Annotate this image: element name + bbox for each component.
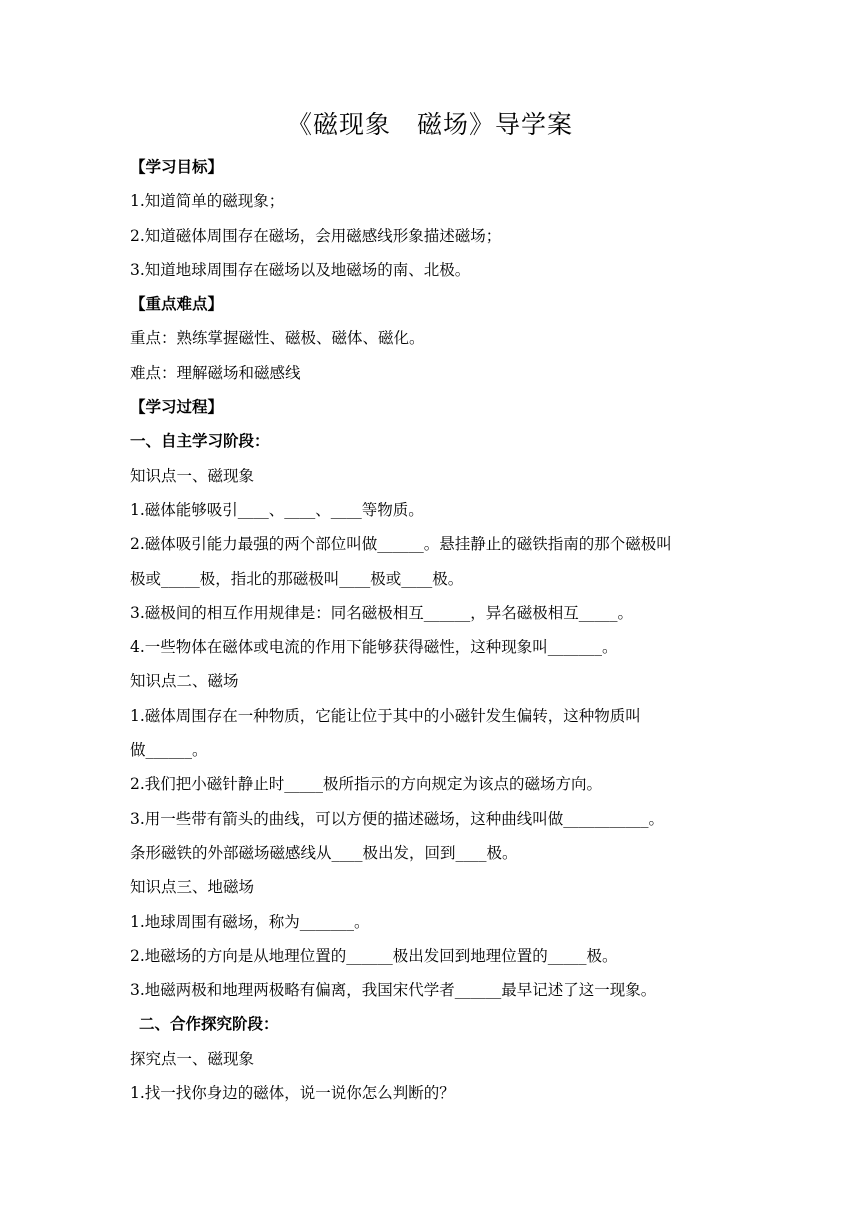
section-heading: 【学习过程】: [130, 397, 224, 417]
text-line: 2.磁体吸引能力最强的两个部位叫做______。悬挂静止的磁铁指南的那个磁极叫: [130, 535, 672, 554]
text-line: 2.知道磁体周围存在磁场，会用磁感线形象描述磁场；: [130, 226, 502, 245]
text-line: 重点：熟练掌握磁性、磁极、磁体、磁化。: [130, 329, 425, 348]
text-line: 2.我们把小磁针静止时_____极所指示的方向规定为该点的磁场方向。: [130, 775, 603, 794]
text-line: 1.找一找你身边的磁体，说一说你怎么判断的？: [130, 1084, 455, 1103]
text-line: 做______。: [130, 741, 208, 760]
text-line: 4.一些物体在磁体或电流的作用下能够获得磁性，这种现象叫_______。: [130, 638, 618, 657]
text-line: 探究点一、磁现象: [130, 1049, 255, 1068]
text-line: 3.磁极间的相互作用规律是：同名磁极相互______，异名磁极相互_____。: [130, 603, 634, 622]
text-line: 1.磁体能够吸引____、____、____等物质。: [130, 500, 424, 519]
text-line: 1.磁体周围存在一种物质，它能让位于其中的小磁针发生偏转，这种物质叫: [130, 706, 641, 725]
text-line: 3.用一些带有箭头的曲线，可以方便的描述磁场，这种曲线叫做___________。: [130, 809, 665, 828]
section-heading: 一、自主学习阶段：: [130, 431, 270, 451]
text-line: 知识点二、磁场: [130, 672, 239, 691]
text-line: 2.地磁场的方向是从地理位置的______极出发回到地理位置的_____极。: [130, 946, 618, 965]
section-heading: 二、合作探究阶段：: [139, 1014, 279, 1034]
text-line: 极或_____极，指北的那磁极叫____极或____极。: [130, 569, 464, 588]
text-line: 知识点一、磁现象: [130, 466, 255, 485]
text-line: 条形磁铁的外部磁场磁感线从____极出发，回到____极。: [130, 843, 518, 862]
text-line: 1.知道简单的磁现象；: [130, 192, 285, 211]
text-line: 3.地磁两极和地理两极略有偏离，我国宋代学者______最早记述了这一现象。: [130, 981, 657, 1000]
section-heading: 【重点难点】: [130, 294, 224, 314]
document-title: 《磁现象 磁场》导学案: [286, 110, 573, 139]
text-line: 3.知道地球周围存在磁场以及地磁场的南、北极。: [130, 260, 471, 279]
text-line: 难点：理解磁场和磁感线: [130, 363, 301, 382]
text-line: 1.地球周围有磁场，称为_______。: [130, 912, 370, 931]
text-line: 知识点三、地磁场: [130, 878, 255, 897]
document-body: [130, 150, 735, 1110]
section-heading: 【学习目标】: [130, 157, 224, 176]
